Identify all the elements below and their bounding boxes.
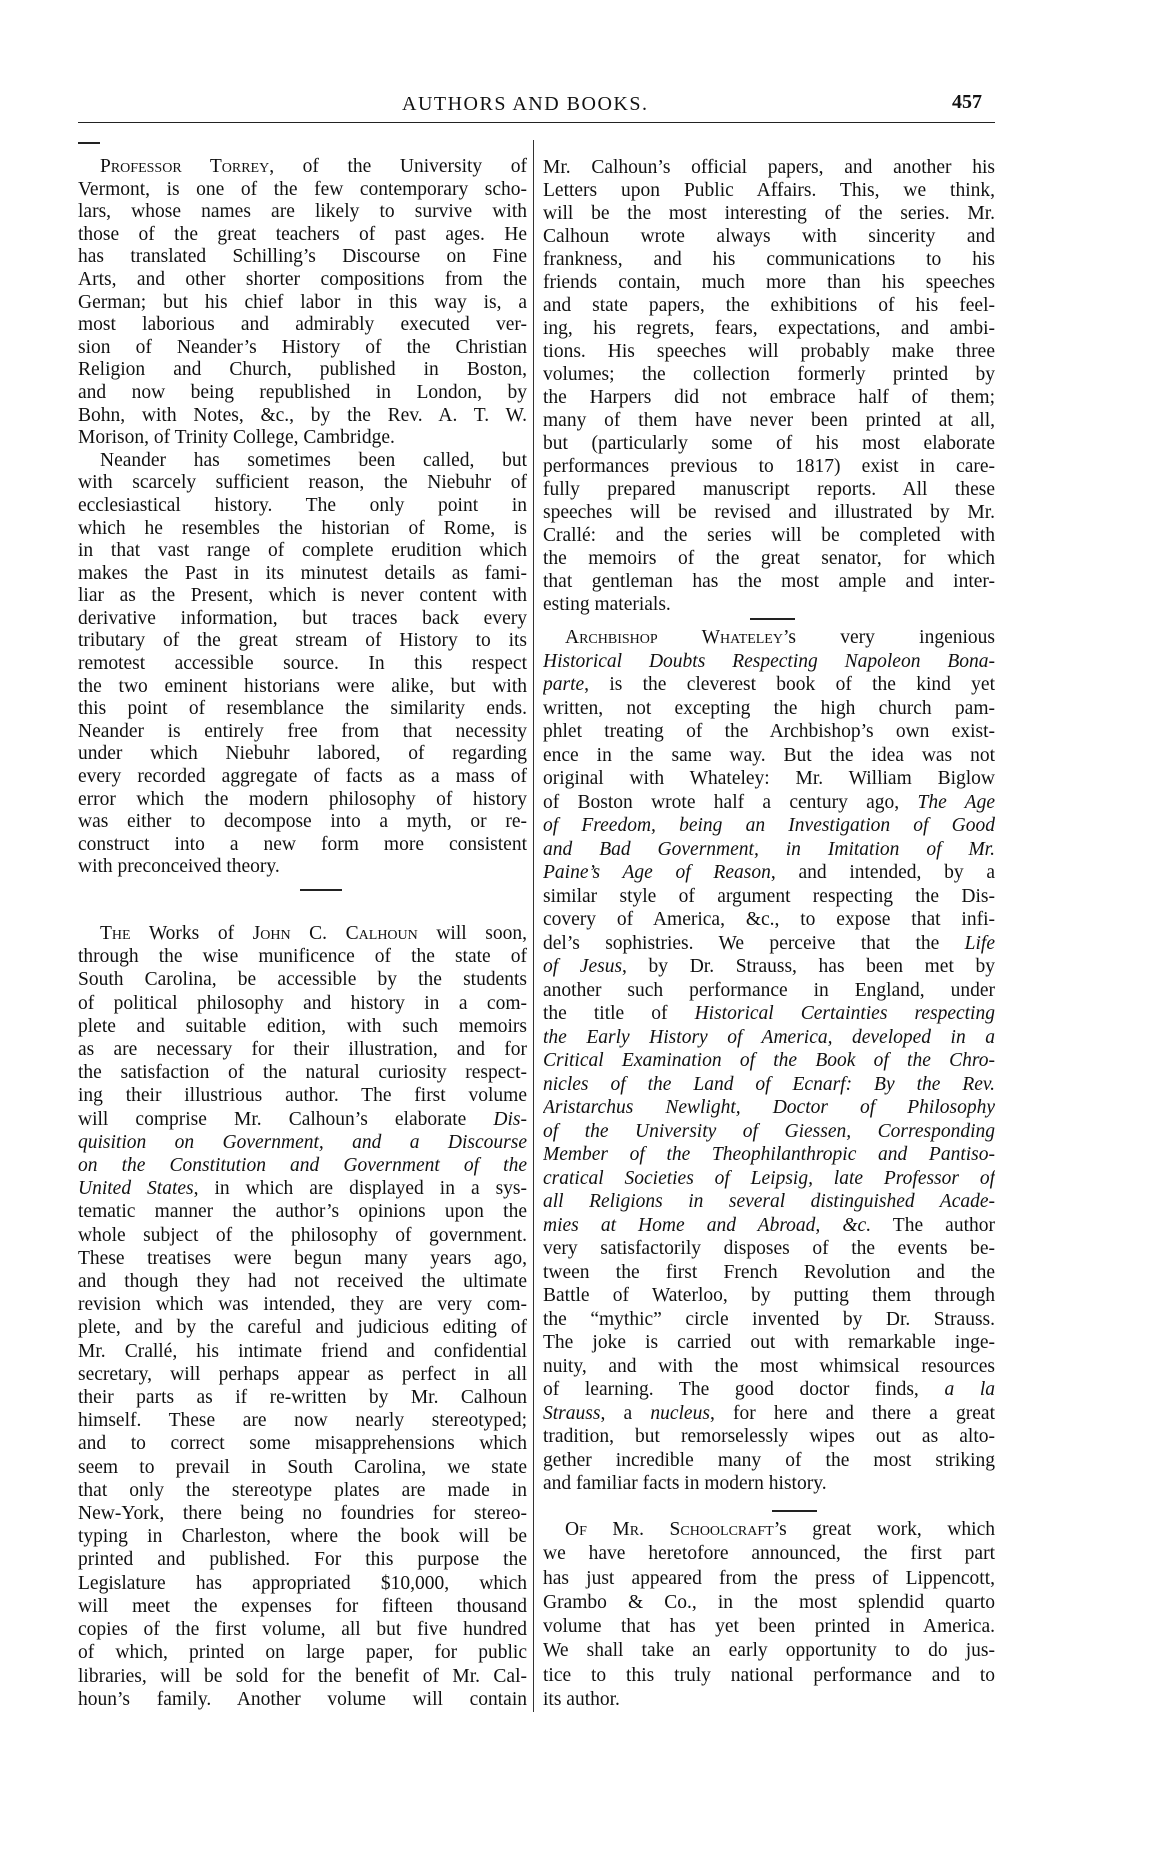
text-line bbox=[78, 630, 527, 653]
text-line bbox=[543, 814, 995, 838]
text-line bbox=[78, 1038, 527, 1061]
right-column-block-b bbox=[543, 626, 995, 1496]
text-line bbox=[78, 1641, 527, 1664]
italic-title: Life bbox=[964, 932, 995, 954]
text-run: with scarcely sufficient reason, the Niebuhr of bbox=[78, 472, 527, 494]
italic-title: nucleus bbox=[650, 1402, 710, 1424]
text-run: will soon, bbox=[417, 923, 527, 944]
text-line bbox=[543, 478, 995, 501]
text-line bbox=[543, 1261, 995, 1285]
text-run: the Harpers did not embrace half of them; bbox=[543, 387, 995, 408]
text-run: with preconceived theory. bbox=[78, 856, 280, 878]
text-run: those of the great teachers of past ages. He bbox=[78, 223, 527, 245]
text-line bbox=[78, 156, 527, 179]
text-run: New-York, there being no foundries for stereo- bbox=[78, 1503, 527, 1525]
text-line bbox=[78, 698, 527, 721]
text-line bbox=[543, 744, 995, 768]
text-run: of which, printed on large paper, for public bbox=[78, 1642, 527, 1664]
small-caps-name: Professor Torrey bbox=[100, 156, 270, 177]
text-run: South Carolina, be accessible by the students bbox=[78, 969, 527, 991]
text-line bbox=[78, 992, 527, 1015]
text-line bbox=[78, 1084, 527, 1107]
text-line bbox=[78, 1688, 527, 1711]
italic-title: Aristarchus Newlight, Doctor of Philosophy bbox=[543, 1097, 995, 1118]
text-line bbox=[78, 789, 527, 812]
text-line bbox=[78, 1665, 527, 1688]
text-run: this point of resemblance the similarity ends. bbox=[78, 698, 527, 720]
text-line bbox=[543, 593, 995, 616]
text-run: tributary of the great stream of History to its bbox=[78, 630, 527, 652]
text-run: the satisfaction of the natural curiosity respect- bbox=[78, 1062, 527, 1084]
text-run: and state papers, the exhibitions of his feel- bbox=[543, 295, 995, 316]
text-run: lars, whose names are likely to survive with bbox=[78, 201, 527, 223]
text-run: many of them have never been printed at all, bbox=[543, 410, 995, 431]
text-run: the “mythic” circle invented by Dr. Strauss. bbox=[543, 1308, 995, 1330]
text-line bbox=[78, 1293, 527, 1316]
corner-mark bbox=[78, 142, 100, 144]
text-line bbox=[78, 1108, 527, 1131]
text-line bbox=[543, 340, 995, 363]
text-line bbox=[78, 1131, 527, 1154]
section-separator bbox=[750, 618, 795, 620]
text-line bbox=[78, 1386, 527, 1409]
text-run: gether incredible many of the most striking bbox=[543, 1449, 995, 1471]
text-run: , in which are displayed in a sys- bbox=[193, 1178, 527, 1200]
text-run: The author bbox=[871, 1214, 995, 1236]
text-line bbox=[543, 1096, 995, 1120]
text-run: the title of bbox=[543, 1003, 695, 1024]
text-line bbox=[543, 386, 995, 409]
text-line bbox=[543, 673, 995, 697]
text-run: whole subject of the philosophy of government. bbox=[78, 1224, 527, 1246]
text-run: The joke is carried out with remarkable inge- bbox=[543, 1332, 995, 1353]
text-run: Grambo & Co., in the most splendid quarto bbox=[543, 1591, 995, 1613]
text-run: which he resembles the historian of Rome, is bbox=[78, 517, 527, 539]
text-line bbox=[543, 225, 995, 248]
text-run: derivative information, but traces back every bbox=[78, 607, 527, 629]
text-run: will meet the expenses for fifteen thousand bbox=[78, 1595, 527, 1617]
small-caps-name: John C. Calhoun bbox=[252, 923, 418, 944]
text-line bbox=[543, 885, 995, 909]
text-run: sion of Neander’s History of the Christian bbox=[78, 336, 527, 358]
text-line bbox=[543, 363, 995, 386]
text-run: in that vast range of complete erudition which bbox=[78, 540, 527, 562]
text-line bbox=[543, 1284, 995, 1308]
text-run: covery of America, &c., to expose that infi- bbox=[543, 909, 995, 930]
text-line bbox=[543, 791, 995, 815]
text-run: another such performance in England, under bbox=[543, 979, 995, 1001]
text-line bbox=[78, 292, 527, 315]
text-line bbox=[78, 359, 527, 382]
text-run: makes the Past in its minutest details as fami- bbox=[78, 562, 527, 584]
text-line bbox=[543, 248, 995, 271]
text-run: volumes; the collection formerly printed by bbox=[543, 364, 995, 385]
text-line bbox=[78, 246, 527, 269]
text-run: was either to decompose into a myth, or re- bbox=[78, 811, 527, 833]
text-run: and familiar facts in modern history. bbox=[543, 1473, 827, 1494]
text-line bbox=[78, 1270, 527, 1293]
text-line bbox=[543, 1472, 995, 1496]
text-line bbox=[543, 861, 995, 885]
left-column-block-b bbox=[78, 922, 527, 1711]
text-line bbox=[78, 382, 527, 405]
small-caps-name: Of Mr. Schoolcraft bbox=[565, 1519, 774, 1540]
text-run: Battle of Waterloo, by putting them through bbox=[543, 1285, 995, 1306]
text-run: ecclesiastical history. The only point in bbox=[78, 494, 527, 516]
text-line bbox=[78, 1502, 527, 1525]
text-line bbox=[543, 1308, 995, 1332]
text-run: original with Whateley: Mr. William Biglow bbox=[543, 768, 995, 789]
text-line bbox=[543, 1355, 995, 1379]
text-run: ence in the same way. But the idea was not bbox=[543, 744, 995, 766]
text-line bbox=[78, 811, 527, 834]
text-line bbox=[78, 1247, 527, 1270]
text-run: German; but his chief labor in this way is, a bbox=[78, 291, 527, 313]
italic-title: The Age bbox=[917, 791, 995, 813]
right-column-block-c bbox=[543, 1518, 995, 1712]
text-line bbox=[543, 1002, 995, 1026]
section-separator bbox=[772, 1510, 817, 1512]
text-run: Morison, of Trinity College, Cambridge. bbox=[78, 427, 395, 449]
text-run: construct into a new form more consistent bbox=[78, 833, 527, 855]
text-line bbox=[543, 1688, 995, 1712]
text-run: secretary, will perhaps appear as perfect in all bbox=[78, 1363, 527, 1385]
text-line bbox=[543, 179, 995, 202]
text-line bbox=[78, 1572, 527, 1595]
italic-title: Member of the Theophilanthropic and Pantiso- bbox=[543, 1144, 995, 1165]
text-line bbox=[543, 1518, 995, 1542]
text-run: ing their illustrious author. The first volume bbox=[78, 1085, 527, 1107]
text-line bbox=[78, 608, 527, 631]
text-run: , for here and there a great bbox=[709, 1402, 995, 1424]
text-run: the memoirs of the great senator, for which bbox=[543, 548, 995, 569]
italic-title: on the Constitution and Government of the bbox=[78, 1155, 527, 1177]
text-line bbox=[543, 501, 995, 524]
italic-title: quisition on Government, and a Discourse bbox=[78, 1131, 527, 1153]
italic-title: nicles of the Land of Ecnarf: By the Rev. bbox=[543, 1073, 995, 1095]
text-line bbox=[78, 1548, 527, 1571]
text-line bbox=[78, 314, 527, 337]
text-line bbox=[543, 720, 995, 744]
text-run: has just appeared from the press of Lippencott, bbox=[543, 1567, 995, 1589]
text-line bbox=[78, 540, 527, 563]
italic-title: a la bbox=[944, 1379, 995, 1400]
text-line bbox=[78, 721, 527, 744]
text-line bbox=[543, 1425, 995, 1449]
text-run: every recorded aggregate of facts as a mass of bbox=[78, 766, 527, 788]
text-run: of political philosophy and history in a com- bbox=[78, 992, 527, 1014]
text-line bbox=[543, 1331, 995, 1355]
text-line bbox=[543, 1026, 995, 1050]
text-line bbox=[78, 922, 527, 945]
text-line bbox=[543, 455, 995, 478]
text-run: tematic manner the author’s opinions upon the bbox=[78, 1201, 527, 1223]
text-run: , by Dr. Strauss, has been met by bbox=[622, 956, 995, 977]
text-line bbox=[543, 570, 995, 593]
text-line bbox=[543, 1237, 995, 1261]
text-run: most laborious and admirably executed ver- bbox=[78, 314, 527, 336]
text-run: written, not excepting the high church pam- bbox=[543, 697, 995, 719]
text-line bbox=[78, 834, 527, 857]
text-run: Legislature has appropriated $10,000, which bbox=[78, 1572, 527, 1594]
text-run: , a bbox=[600, 1402, 651, 1424]
text-run: Mr. Calhoun’s official papers, and another his bbox=[543, 157, 995, 178]
text-line bbox=[543, 1190, 995, 1214]
italic-title: Dis- bbox=[493, 1108, 527, 1130]
text-run: fully prepared manuscript reports. All these bbox=[543, 479, 995, 500]
text-line bbox=[543, 1567, 995, 1591]
text-run: phlet treating of the Archbishop’s own exist- bbox=[543, 721, 995, 742]
text-line bbox=[543, 650, 995, 674]
text-run: tice to this truly national performance and to bbox=[543, 1664, 995, 1686]
text-line bbox=[543, 1615, 995, 1639]
text-run: of Boston wrote half a century ago, bbox=[543, 791, 918, 813]
italic-title: cratical Societies of Leipsig, late Professor of bbox=[543, 1167, 995, 1189]
text-run: Vermont, is one of the few contemporary scho- bbox=[78, 178, 527, 200]
text-run: Letters upon Public Affairs. This, we think, bbox=[543, 180, 995, 201]
italic-title: Paine’s Age of Reason bbox=[543, 862, 771, 883]
text-run: and now being republished in London, by bbox=[78, 381, 527, 403]
italic-title: Strauss bbox=[543, 1402, 601, 1424]
text-line bbox=[78, 1479, 527, 1502]
text-line bbox=[78, 1340, 527, 1363]
text-line bbox=[78, 585, 527, 608]
text-run: and though they had not received the ultimate bbox=[78, 1271, 527, 1293]
text-line bbox=[543, 838, 995, 862]
italic-title: Historical Doubts Respecting Napoleon Bona- bbox=[543, 650, 995, 672]
text-line bbox=[78, 1432, 527, 1455]
italic-title: mies at Home and Abroad, &c. bbox=[543, 1214, 872, 1236]
text-run: friends contain, much more than his speeches bbox=[543, 272, 995, 293]
text-run: and to correct some misapprehensions which bbox=[78, 1433, 527, 1455]
text-run: libraries, will be sold for the benefit of Mr. Cal- bbox=[78, 1665, 527, 1687]
running-header: AUTHORS AND BOOKS. bbox=[402, 93, 649, 115]
text-line bbox=[78, 1224, 527, 1247]
text-run: that gentleman has the most ample and inter- bbox=[543, 571, 995, 592]
text-line bbox=[543, 979, 995, 1003]
text-run: houn’s family. Another volume will contain bbox=[78, 1688, 527, 1710]
text-run: tween the first French Revolution and the bbox=[543, 1261, 995, 1283]
text-run: , of the University of bbox=[269, 156, 527, 177]
text-run: plete and suitable edition, with such memoirs bbox=[78, 1015, 527, 1037]
text-run: that only the stereotype plates are made in bbox=[78, 1479, 527, 1501]
text-line bbox=[78, 1154, 527, 1177]
text-run: ’s great work, which bbox=[773, 1519, 995, 1540]
text-line bbox=[543, 1143, 995, 1167]
text-line bbox=[543, 1402, 995, 1426]
italic-title: of the University of Giessen, Corresponding bbox=[543, 1120, 995, 1142]
italic-title: United States bbox=[78, 1178, 194, 1200]
text-line bbox=[543, 1591, 995, 1615]
text-run: himself. These are now nearly stereotyped; bbox=[78, 1410, 527, 1432]
text-run: liar as the Present, which is never content with bbox=[78, 585, 527, 607]
text-run: nuity, and with the most whimsical resources bbox=[543, 1355, 995, 1377]
text-line bbox=[543, 626, 995, 650]
text-line bbox=[78, 337, 527, 360]
text-run: has translated Schilling’s Discourse on Fine bbox=[78, 246, 527, 268]
small-caps-name: The bbox=[100, 923, 131, 944]
text-line bbox=[78, 427, 527, 450]
text-line bbox=[78, 766, 527, 789]
text-line bbox=[543, 1449, 995, 1473]
text-line bbox=[78, 653, 527, 676]
text-line bbox=[543, 1639, 995, 1663]
text-line bbox=[543, 409, 995, 432]
text-run: tions. His speeches will probably make three bbox=[543, 341, 995, 362]
text-run: revision which was intended, they are very com- bbox=[78, 1294, 527, 1316]
text-line bbox=[78, 1177, 527, 1200]
text-line bbox=[543, 955, 995, 979]
text-line bbox=[78, 563, 527, 586]
text-line bbox=[543, 156, 995, 179]
text-run: through the wise munificence of the state of bbox=[78, 946, 527, 968]
text-line bbox=[543, 432, 995, 455]
text-run: will comprise Mr. Calhoun’s elaborate bbox=[78, 1108, 494, 1130]
text-line bbox=[78, 1456, 527, 1479]
text-line bbox=[78, 1595, 527, 1618]
italic-title: and Bad Government, in Imitation of Mr. bbox=[543, 838, 995, 860]
text-run: under which Niebuhr labored, of regarding bbox=[78, 743, 527, 765]
text-run: plete, and by the careful and judicious editing of bbox=[78, 1317, 527, 1339]
text-line bbox=[543, 294, 995, 317]
text-run: performances previous to 1817) exist in care- bbox=[543, 456, 995, 477]
right-column-block-a bbox=[543, 156, 995, 616]
text-run: frankness, and his communications to his bbox=[543, 249, 995, 270]
text-run: esting materials. bbox=[543, 594, 671, 615]
text-run: typing in Charleston, where the book will be bbox=[78, 1526, 527, 1548]
italic-title: Critical Examination of the Book of the Chro- bbox=[543, 1050, 995, 1071]
text-line bbox=[543, 202, 995, 225]
text-run: Calhoun wrote always with sincerity and bbox=[543, 226, 995, 247]
text-line bbox=[543, 524, 995, 547]
text-line bbox=[78, 1618, 527, 1641]
small-caps-name: Archbishop Whateley bbox=[565, 627, 783, 648]
text-line bbox=[78, 676, 527, 699]
text-run: their parts as if re-written by Mr. Calhoun bbox=[78, 1387, 527, 1409]
text-line bbox=[78, 269, 527, 292]
text-run: printed and published. For this purpose the bbox=[78, 1549, 527, 1571]
text-line bbox=[78, 1363, 527, 1386]
text-line bbox=[78, 1316, 527, 1339]
text-run: error which the modern philosophy of history bbox=[78, 788, 527, 810]
text-run: Mr. Crallé, his intimate friend and confidential bbox=[78, 1340, 527, 1362]
text-line bbox=[543, 1049, 995, 1073]
text-line bbox=[78, 1061, 527, 1084]
italic-title: of Freedom, being an Investigation of Good bbox=[543, 815, 995, 836]
italic-title: all Religions in several distinguished Acade- bbox=[543, 1191, 995, 1212]
text-run: These treatises were begun many years ago, bbox=[78, 1247, 527, 1269]
text-run: very satisfactorily disposes of the events be- bbox=[543, 1238, 995, 1259]
text-line bbox=[78, 1409, 527, 1432]
section-separator bbox=[300, 889, 342, 891]
text-line bbox=[543, 271, 995, 294]
text-run: Works of bbox=[130, 923, 253, 944]
text-line bbox=[78, 201, 527, 224]
text-run: del’s sophistries. We perceive that the bbox=[543, 932, 965, 954]
text-line bbox=[78, 1015, 527, 1038]
text-run: , is the cleverest book of the kind yet bbox=[584, 674, 995, 695]
text-line bbox=[78, 743, 527, 766]
text-run: copies of the first volume, all but five hundred bbox=[78, 1619, 527, 1641]
text-line bbox=[543, 1214, 995, 1238]
text-run: Crallé: and the series will be completed with bbox=[543, 525, 995, 546]
text-line bbox=[543, 932, 995, 956]
text-line bbox=[78, 472, 527, 495]
text-line bbox=[78, 856, 527, 879]
text-run: as are necessary for their illustration, and for bbox=[78, 1039, 527, 1061]
header-rule bbox=[78, 122, 995, 123]
text-line bbox=[78, 450, 527, 473]
page-number: 457 bbox=[952, 91, 982, 113]
text-line bbox=[78, 518, 527, 541]
text-line bbox=[543, 1378, 995, 1402]
text-run: Religion and Church, published in Boston, bbox=[78, 359, 527, 381]
text-run: tradition, but remorselessly wipes out as alto- bbox=[543, 1426, 995, 1447]
text-line bbox=[543, 767, 995, 791]
text-line bbox=[78, 405, 527, 428]
text-run: volume that has yet been printed in America. bbox=[543, 1616, 995, 1638]
text-run: ’s very ingenious bbox=[782, 627, 995, 648]
text-line bbox=[543, 547, 995, 570]
italic-title: the Early History of America, developed in a bbox=[543, 1026, 995, 1048]
left-column-block-a bbox=[78, 156, 527, 879]
text-run: will be the most interesting of the series. Mr. bbox=[543, 203, 995, 224]
text-run: the two eminent historians were alike, but with bbox=[78, 675, 527, 697]
text-line bbox=[78, 495, 527, 518]
text-run: seem to prevail in South Carolina, we state bbox=[78, 1456, 527, 1478]
text-line bbox=[78, 1525, 527, 1548]
text-run: ing, his regrets, fears, expectations, and ambi- bbox=[543, 318, 995, 339]
text-run: we have heretofore announced, the first part bbox=[543, 1543, 995, 1565]
text-run: remotest accessible source. In this respect bbox=[78, 653, 527, 675]
text-run: Bohn, with Notes, &c., by the Rev. A. T. W. bbox=[78, 404, 527, 426]
text-line bbox=[543, 1073, 995, 1097]
text-line bbox=[543, 317, 995, 340]
text-run: similar style of argument respecting the Dis- bbox=[543, 885, 995, 907]
text-line bbox=[543, 697, 995, 721]
text-run: Neander has sometimes been called, but bbox=[100, 449, 527, 471]
text-run: We shall take an early opportunity to do jus- bbox=[543, 1640, 995, 1662]
text-run: but (particularly some of his most elaborate bbox=[543, 433, 995, 454]
text-line bbox=[78, 945, 527, 968]
column-divider bbox=[533, 140, 534, 1712]
text-run: speeches will be revised and illustrated by Mr. bbox=[543, 502, 995, 523]
text-line bbox=[78, 179, 527, 202]
text-run: Neander is entirely free from that necessity bbox=[78, 720, 527, 742]
text-line bbox=[543, 908, 995, 932]
text-run: , and intended, by a bbox=[770, 862, 995, 883]
italic-title: parte bbox=[543, 674, 585, 695]
text-line bbox=[78, 224, 527, 247]
text-run: its author. bbox=[543, 1689, 620, 1711]
italic-title: Historical Certainties respecting bbox=[694, 1003, 995, 1024]
text-line bbox=[543, 1542, 995, 1566]
text-line bbox=[78, 968, 527, 991]
text-line bbox=[543, 1120, 995, 1144]
text-line bbox=[543, 1664, 995, 1688]
text-run: of learning. The good doctor finds, bbox=[543, 1379, 945, 1400]
text-run: Arts, and other shorter compositions from the bbox=[78, 268, 527, 290]
italic-title: of Jesus bbox=[543, 956, 623, 977]
text-line bbox=[543, 1167, 995, 1191]
text-line bbox=[78, 1200, 527, 1223]
